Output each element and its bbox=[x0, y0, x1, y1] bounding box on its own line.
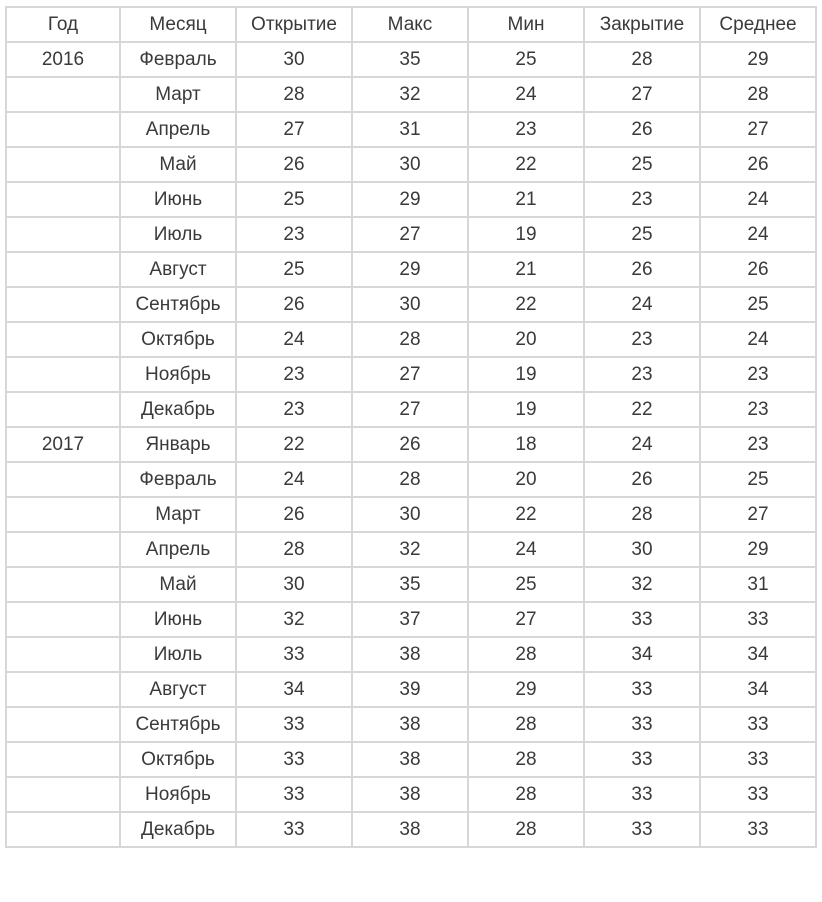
cell-min: 29 bbox=[468, 672, 584, 707]
cell-open: 26 bbox=[236, 147, 352, 182]
cell-open: 24 bbox=[236, 462, 352, 497]
cell-month: Декабрь bbox=[120, 812, 236, 847]
cell-open: 33 bbox=[236, 777, 352, 812]
cell-min: 28 bbox=[468, 812, 584, 847]
cell-average: 28 bbox=[700, 77, 816, 112]
table-row bbox=[6, 602, 816, 637]
cell-close: 33 bbox=[584, 672, 700, 707]
cell-average: 23 bbox=[700, 427, 816, 462]
cell-year bbox=[6, 392, 120, 427]
cell-min: 24 bbox=[468, 77, 584, 112]
table-row bbox=[6, 462, 816, 497]
cell-min: 25 bbox=[468, 42, 584, 77]
table-row bbox=[6, 287, 816, 322]
cell-close: 22 bbox=[584, 392, 700, 427]
cell-month: Июль bbox=[120, 637, 236, 672]
cell-close: 25 bbox=[584, 217, 700, 252]
cell-close: 26 bbox=[584, 112, 700, 147]
cell-year bbox=[6, 672, 120, 707]
cell-year bbox=[6, 252, 120, 287]
cell-month: Апрель bbox=[120, 532, 236, 567]
cell-average: 24 bbox=[700, 322, 816, 357]
cell-max: 31 bbox=[352, 112, 468, 147]
cell-year bbox=[6, 742, 120, 777]
cell-open: 33 bbox=[236, 637, 352, 672]
cell-close: 33 bbox=[584, 602, 700, 637]
cell-month: Март bbox=[120, 497, 236, 532]
cell-month: Октябрь bbox=[120, 322, 236, 357]
table-row bbox=[6, 77, 816, 112]
cell-year bbox=[6, 287, 120, 322]
cell-month: Сентябрь bbox=[120, 707, 236, 742]
cell-max: 28 bbox=[352, 462, 468, 497]
cell-max: 38 bbox=[352, 707, 468, 742]
table-row bbox=[6, 427, 816, 462]
cell-average: 33 bbox=[700, 777, 816, 812]
cell-average: 24 bbox=[700, 217, 816, 252]
cell-year bbox=[6, 147, 120, 182]
cell-max: 30 bbox=[352, 147, 468, 182]
cell-year bbox=[6, 182, 120, 217]
cell-close: 23 bbox=[584, 357, 700, 392]
cell-close: 30 bbox=[584, 532, 700, 567]
cell-min: 20 bbox=[468, 322, 584, 357]
cell-open: 28 bbox=[236, 77, 352, 112]
cell-open: 33 bbox=[236, 812, 352, 847]
cell-year bbox=[6, 637, 120, 672]
header-close: Закрытие bbox=[584, 7, 700, 42]
cell-open: 23 bbox=[236, 217, 352, 252]
cell-close: 34 bbox=[584, 637, 700, 672]
cell-min: 19 bbox=[468, 217, 584, 252]
cell-open: 32 bbox=[236, 602, 352, 637]
cell-min: 22 bbox=[468, 497, 584, 532]
cell-open: 22 bbox=[236, 427, 352, 462]
cell-min: 22 bbox=[468, 147, 584, 182]
cell-open: 25 bbox=[236, 182, 352, 217]
cell-average: 33 bbox=[700, 812, 816, 847]
cell-year bbox=[6, 112, 120, 147]
cell-min: 22 bbox=[468, 287, 584, 322]
table-row bbox=[6, 147, 816, 182]
cell-close: 24 bbox=[584, 427, 700, 462]
cell-average: 33 bbox=[700, 742, 816, 777]
cell-max: 35 bbox=[352, 42, 468, 77]
cell-year bbox=[6, 707, 120, 742]
header-open: Открытие bbox=[236, 7, 352, 42]
table-row bbox=[6, 357, 816, 392]
cell-open: 26 bbox=[236, 497, 352, 532]
cell-min: 19 bbox=[468, 392, 584, 427]
cell-max: 32 bbox=[352, 77, 468, 112]
cell-max: 38 bbox=[352, 742, 468, 777]
table-row bbox=[6, 182, 816, 217]
cell-close: 23 bbox=[584, 322, 700, 357]
cell-max: 26 bbox=[352, 427, 468, 462]
cell-month: Ноябрь bbox=[120, 357, 236, 392]
table-row bbox=[6, 812, 816, 847]
cell-min: 28 bbox=[468, 777, 584, 812]
table-row bbox=[6, 322, 816, 357]
table-row bbox=[6, 777, 816, 812]
cell-min: 25 bbox=[468, 567, 584, 602]
cell-month: Август bbox=[120, 672, 236, 707]
cell-close: 27 bbox=[584, 77, 700, 112]
cell-close: 33 bbox=[584, 742, 700, 777]
cell-min: 28 bbox=[468, 742, 584, 777]
cell-max: 37 bbox=[352, 602, 468, 637]
cell-open: 33 bbox=[236, 742, 352, 777]
cell-average: 27 bbox=[700, 112, 816, 147]
cell-month: Январь bbox=[120, 427, 236, 462]
cell-open: 33 bbox=[236, 707, 352, 742]
cell-month: Июль bbox=[120, 217, 236, 252]
table-row bbox=[6, 672, 816, 707]
cell-open: 28 bbox=[236, 532, 352, 567]
cell-average: 34 bbox=[700, 637, 816, 672]
cell-max: 29 bbox=[352, 182, 468, 217]
cell-min: 18 bbox=[468, 427, 584, 462]
cell-max: 38 bbox=[352, 637, 468, 672]
cell-close: 23 bbox=[584, 182, 700, 217]
cell-year bbox=[6, 567, 120, 602]
cell-open: 30 bbox=[236, 42, 352, 77]
cell-open: 25 bbox=[236, 252, 352, 287]
cell-month: Август bbox=[120, 252, 236, 287]
cell-month: Февраль bbox=[120, 42, 236, 77]
cell-max: 30 bbox=[352, 287, 468, 322]
cell-month: Ноябрь bbox=[120, 777, 236, 812]
cell-close: 33 bbox=[584, 777, 700, 812]
cell-close: 28 bbox=[584, 497, 700, 532]
cell-month: Февраль bbox=[120, 462, 236, 497]
cell-average: 33 bbox=[700, 707, 816, 742]
cell-year bbox=[6, 462, 120, 497]
cell-year bbox=[6, 497, 120, 532]
header-min: Мин bbox=[468, 7, 584, 42]
header-max: Макс bbox=[352, 7, 468, 42]
cell-max: 39 bbox=[352, 672, 468, 707]
table-row bbox=[6, 112, 816, 147]
cell-month: Сентябрь bbox=[120, 287, 236, 322]
cell-open: 26 bbox=[236, 287, 352, 322]
cell-max: 30 bbox=[352, 497, 468, 532]
cell-year bbox=[6, 217, 120, 252]
cell-average: 33 bbox=[700, 602, 816, 637]
cell-max: 28 bbox=[352, 322, 468, 357]
cell-close: 32 bbox=[584, 567, 700, 602]
cell-average: 23 bbox=[700, 392, 816, 427]
price-table bbox=[5, 6, 817, 848]
cell-max: 38 bbox=[352, 812, 468, 847]
header-month: Месяц bbox=[120, 7, 236, 42]
cell-open: 23 bbox=[236, 357, 352, 392]
cell-open: 24 bbox=[236, 322, 352, 357]
cell-max: 32 bbox=[352, 532, 468, 567]
cell-average: 34 bbox=[700, 672, 816, 707]
cell-max: 27 bbox=[352, 217, 468, 252]
cell-month: Апрель bbox=[120, 112, 236, 147]
cell-month: Июнь bbox=[120, 182, 236, 217]
cell-min: 27 bbox=[468, 602, 584, 637]
cell-close: 33 bbox=[584, 812, 700, 847]
table-row bbox=[6, 567, 816, 602]
cell-year bbox=[6, 812, 120, 847]
cell-average: 25 bbox=[700, 287, 816, 322]
cell-close: 25 bbox=[584, 147, 700, 182]
cell-year: 2017 bbox=[6, 427, 120, 462]
cell-year bbox=[6, 357, 120, 392]
cell-close: 26 bbox=[584, 252, 700, 287]
table-header-row bbox=[6, 7, 816, 42]
cell-max: 35 bbox=[352, 567, 468, 602]
cell-min: 21 bbox=[468, 182, 584, 217]
cell-average: 31 bbox=[700, 567, 816, 602]
table-row bbox=[6, 42, 816, 77]
cell-month: Июнь bbox=[120, 602, 236, 637]
cell-min: 21 bbox=[468, 252, 584, 287]
table-row bbox=[6, 252, 816, 287]
cell-average: 24 bbox=[700, 182, 816, 217]
cell-month: Март bbox=[120, 77, 236, 112]
table-row bbox=[6, 532, 816, 567]
cell-year bbox=[6, 602, 120, 637]
table-row bbox=[6, 217, 816, 252]
cell-average: 23 bbox=[700, 357, 816, 392]
cell-year bbox=[6, 777, 120, 812]
cell-average: 26 bbox=[700, 252, 816, 287]
cell-month: Май bbox=[120, 147, 236, 182]
cell-average: 27 bbox=[700, 497, 816, 532]
table-row bbox=[6, 497, 816, 532]
cell-close: 24 bbox=[584, 287, 700, 322]
cell-open: 23 bbox=[236, 392, 352, 427]
cell-close: 33 bbox=[584, 707, 700, 742]
cell-year: 2016 bbox=[6, 42, 120, 77]
data-table-container bbox=[5, 6, 817, 848]
cell-close: 26 bbox=[584, 462, 700, 497]
cell-min: 20 bbox=[468, 462, 584, 497]
cell-month: Декабрь bbox=[120, 392, 236, 427]
cell-average: 26 bbox=[700, 147, 816, 182]
cell-max: 27 bbox=[352, 392, 468, 427]
cell-open: 30 bbox=[236, 567, 352, 602]
cell-max: 38 bbox=[352, 777, 468, 812]
cell-month: Октябрь bbox=[120, 742, 236, 777]
cell-min: 23 bbox=[468, 112, 584, 147]
cell-month: Май bbox=[120, 567, 236, 602]
header-year: Год bbox=[6, 7, 120, 42]
cell-average: 29 bbox=[700, 532, 816, 567]
cell-average: 25 bbox=[700, 462, 816, 497]
cell-year bbox=[6, 532, 120, 567]
header-average: Среднее bbox=[700, 7, 816, 42]
cell-min: 28 bbox=[468, 707, 584, 742]
cell-year bbox=[6, 322, 120, 357]
table-row bbox=[6, 637, 816, 672]
cell-average: 29 bbox=[700, 42, 816, 77]
table-row bbox=[6, 742, 816, 777]
table-row bbox=[6, 707, 816, 742]
table-row bbox=[6, 392, 816, 427]
cell-close: 28 bbox=[584, 42, 700, 77]
cell-year bbox=[6, 77, 120, 112]
cell-open: 34 bbox=[236, 672, 352, 707]
cell-min: 28 bbox=[468, 637, 584, 672]
table-body bbox=[6, 42, 816, 847]
cell-min: 24 bbox=[468, 532, 584, 567]
cell-max: 27 bbox=[352, 357, 468, 392]
cell-min: 19 bbox=[468, 357, 584, 392]
cell-open: 27 bbox=[236, 112, 352, 147]
cell-max: 29 bbox=[352, 252, 468, 287]
